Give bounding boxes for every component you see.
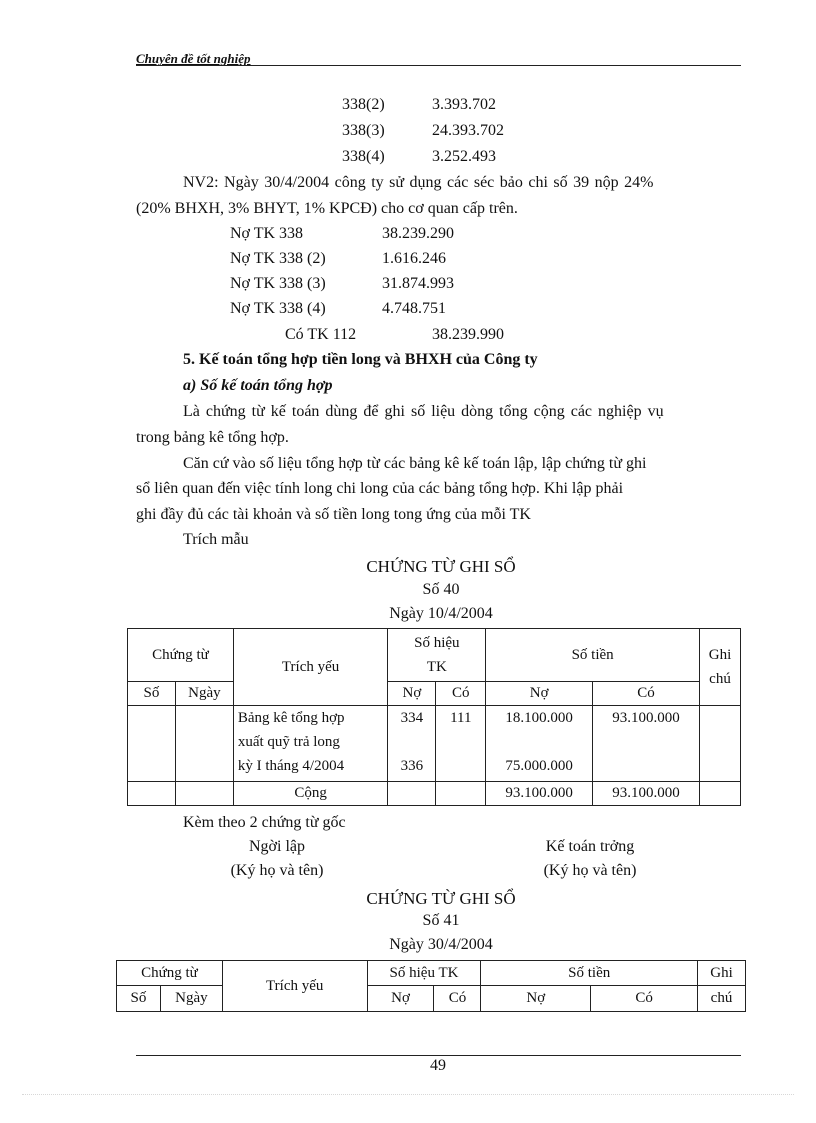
- header-tien-no: Nợ: [486, 682, 593, 706]
- signer-right-note: (Ký họ và tên): [543, 862, 637, 879]
- desc-line: Bảng kê tổng hợp: [237, 710, 345, 726]
- cell-ghi-chu: [699, 706, 740, 782]
- paragraph-2-line-1: Căn cứ vào số liệu tổng hợp từ các bảng kê kế toán lập, lập chứng từ ghi: [183, 455, 647, 472]
- header-ghi-chu-line-1: Ghi: [708, 647, 732, 663]
- nv2-line-1: NV2: Ngày 30/4/2004 công ty sử dụng các séc bảo chi số 39 nộp 24%: [183, 174, 654, 191]
- entry-label: Nợ TK 338: [230, 225, 304, 242]
- header-chung-tu: Chứng từ: [117, 961, 223, 986]
- voucher-41-table: [116, 960, 746, 1012]
- paragraph-1-line-2: trong bảng kê tổng hợp.: [136, 429, 289, 446]
- header-tk-co: Có: [434, 986, 481, 1012]
- header-trich-yeu: Trích yếu: [233, 629, 388, 706]
- voucher-40-table: [127, 628, 741, 806]
- voucher-number: Số 40: [422, 581, 460, 598]
- voucher-title: CHỨNG TỪ GHI SỔ: [366, 557, 516, 576]
- paragraph-1-line-1: Là chứng từ kế toán dùng để ghi số liệu dòng tổng cộng các nghiệp vụ: [183, 403, 664, 420]
- cell-empty: [388, 782, 436, 806]
- tien-no-value: 75.000.000: [505, 758, 573, 774]
- table-row: [128, 706, 741, 782]
- credit-label: Có TK 112: [285, 326, 357, 343]
- header-tk-no: Nợ: [388, 682, 436, 706]
- table-total-row: [128, 782, 741, 806]
- entry-label: Nợ TK 338 (3): [230, 275, 326, 292]
- paragraph-2-line-3: ghi đầy đủ các tài khoản và số tiền long tong ứng của mỗi TK: [136, 506, 531, 523]
- header-tien-co: Có: [593, 682, 700, 706]
- section-subheading: a) Số kế toán tổng hợp: [183, 377, 333, 394]
- header-ghi-chu-1: Ghi: [697, 961, 745, 986]
- header-chung-tu: Chứng từ: [128, 629, 234, 682]
- cell-ngay: [175, 706, 233, 782]
- total-label: Cộng: [233, 782, 388, 806]
- signer-left-note: (Ký họ và tên): [230, 862, 324, 879]
- blank-line: [392, 730, 431, 754]
- header-tk-no: Nợ: [367, 986, 434, 1012]
- header-tien-no: Nợ: [481, 986, 591, 1012]
- header-so-hieu-line-2: TK: [426, 659, 447, 675]
- footer-rule: [136, 1055, 741, 1056]
- cell-tien-no: [486, 706, 593, 782]
- header-ghi-chu-line-2: chú: [709, 671, 731, 687]
- summary-code: 338(4): [342, 148, 385, 165]
- header-tien-co: Có: [591, 986, 698, 1012]
- header-so-hieu-tk: [388, 629, 486, 682]
- attached-documents-note: Kèm theo 2 chứng từ gốc: [183, 814, 346, 831]
- cell-tk-co: [436, 706, 486, 782]
- voucher-date: Ngày 30/4/2004: [389, 936, 493, 953]
- blank-line: [490, 730, 588, 754]
- desc-line: kỳ I tháng 4/2004: [237, 758, 345, 774]
- summary-amount: 24.393.702: [432, 122, 504, 139]
- cell-empty: [436, 782, 486, 806]
- header-trich-yeu: Trích yếu: [222, 961, 367, 1012]
- section-heading: 5. Kế toán tổng hợp tiền long và BHXH của Công ty: [183, 351, 538, 368]
- signer-right: Kế toán trởng: [545, 838, 635, 855]
- voucher-number: Số 41: [422, 912, 460, 929]
- cell-empty: [128, 782, 176, 806]
- credit-amount: 38.239.990: [432, 326, 504, 343]
- total-no: 93.100.000: [486, 782, 593, 806]
- document-header-title: Chuyên đề tốt nghiệp: [136, 51, 251, 66]
- paragraph-2-line-2: sổ liên quan đến việc tính long chi long của các bảng tổng hợp. Khi lập phải: [136, 480, 624, 497]
- cell-tien-co: [593, 706, 700, 782]
- header-rule: [136, 65, 741, 66]
- entry-label: Nợ TK 338 (2): [230, 250, 326, 267]
- header-ngay: Ngày: [160, 986, 222, 1012]
- tk-co-value: 111: [450, 710, 472, 726]
- desc-line: xuất quỹ trả long: [237, 734, 340, 750]
- entry-amount: 31.874.993: [382, 275, 454, 292]
- summary-amount: 3.393.702: [432, 96, 496, 113]
- page-number: 49: [430, 1057, 446, 1074]
- header-so-tien: Số tiền: [486, 629, 700, 682]
- summary-code: 338(2): [342, 96, 385, 113]
- voucher-date: Ngày 10/4/2004: [389, 605, 493, 622]
- header-so-hieu-line-1: Số hiệu: [414, 635, 460, 651]
- tk-no-value: 334: [400, 710, 424, 726]
- entry-amount: 1.616.246: [382, 250, 446, 267]
- header-ghi-chu: [699, 629, 740, 706]
- cell-trich-yeu: [233, 706, 388, 782]
- entry-label: Nợ TK 338 (4): [230, 300, 326, 317]
- entry-amount: 38.239.290: [382, 225, 454, 242]
- header-ngay: Ngày: [175, 682, 233, 706]
- nv2-line-2: (20% BHXH, 3% BHYT, 1% KPCĐ) cho cơ quan cấp trên.: [136, 200, 518, 217]
- tk-no-value: 336: [400, 758, 424, 774]
- tien-co-value: 93.100.000: [612, 710, 680, 726]
- voucher-title: CHỨNG TỪ GHI SỔ: [366, 889, 516, 908]
- cell-so: [128, 706, 176, 782]
- header-tk-co: Có: [436, 682, 486, 706]
- trich-mau-label: Trích mẫu: [183, 531, 249, 548]
- cell-tk-no: [388, 706, 436, 782]
- signer-left: Ngời lập: [248, 838, 305, 855]
- summary-amount: 3.252.493: [432, 148, 496, 165]
- total-co: 93.100.000: [593, 782, 700, 806]
- header-so: Số: [128, 682, 176, 706]
- header-ghi-chu-2: chú: [697, 986, 745, 1012]
- summary-code: 338(3): [342, 122, 385, 139]
- page-edge-dotted-line: [22, 1094, 794, 1095]
- header-so: Số: [117, 986, 161, 1012]
- tien-no-value: 18.100.000: [505, 710, 573, 726]
- cell-empty: [175, 782, 233, 806]
- header-so-tien: Số tiền: [481, 961, 698, 986]
- entry-amount: 4.748.751: [382, 300, 446, 317]
- header-so-hieu-tk: Số hiệu TK: [367, 961, 481, 986]
- cell-empty: [699, 782, 740, 806]
